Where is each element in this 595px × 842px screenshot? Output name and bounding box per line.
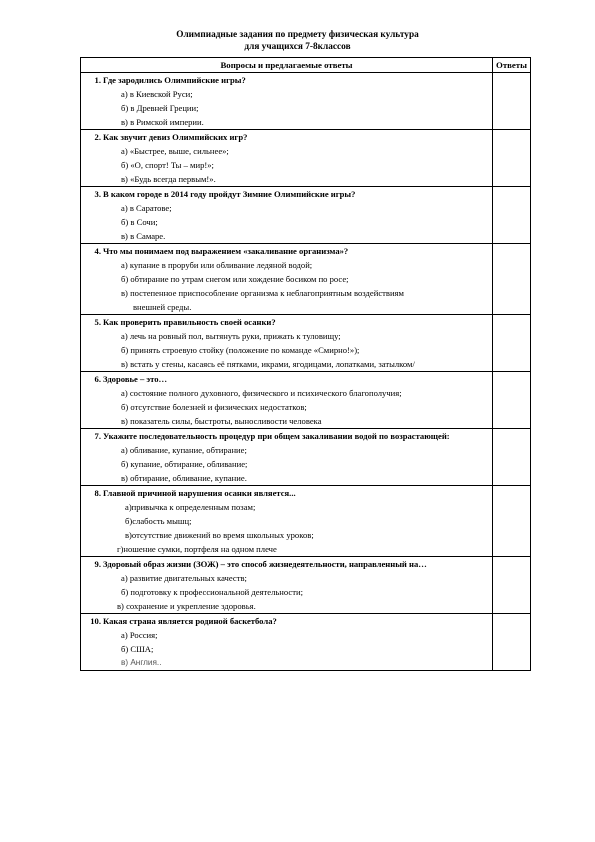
answer-cell-2[interactable] bbox=[493, 130, 531, 187]
option: в) показатель силы, быстроты, выносливости человека bbox=[121, 416, 322, 426]
question-text: 2. Как звучит девиз Олимпийских игр? bbox=[81, 130, 492, 144]
option: а)привычка к определенным позам; bbox=[125, 502, 256, 512]
answer-cell-1[interactable] bbox=[493, 73, 531, 130]
answer-cell-7[interactable] bbox=[493, 429, 531, 486]
option: а) в Киевской Руси; bbox=[121, 89, 193, 99]
header-answers: Ответы bbox=[493, 58, 531, 73]
document-subtitle: для учащихся 7-8классов bbox=[244, 42, 351, 52]
option: а) состояние полного духовного, физического и психического благополучия; bbox=[121, 388, 402, 398]
question-row-4 bbox=[81, 244, 531, 315]
answer-cell-4[interactable] bbox=[493, 244, 531, 315]
question-number: 2. bbox=[94, 132, 101, 142]
option: в) сохранение и укрепление здоровья. bbox=[117, 601, 256, 611]
question-row-1 bbox=[81, 73, 531, 130]
question-cell bbox=[81, 130, 493, 187]
option: в) обтирание, обливание, купание. bbox=[121, 473, 247, 483]
question-cell bbox=[81, 429, 493, 486]
question-cell bbox=[81, 486, 493, 557]
option: б) подготовку к профессиональной деятельности; bbox=[121, 587, 303, 597]
question-text: 5. Как проверить правильность своей осанки? bbox=[81, 315, 492, 329]
question-row-8 bbox=[81, 486, 531, 557]
option: в) встать у стены, касаясь её пятками, икрами, ягодицами, лопатками, затылком/ bbox=[121, 359, 415, 369]
option: в) в Самаре. bbox=[121, 231, 166, 241]
option: б) «О, спорт! Ты – мир!»; bbox=[121, 160, 214, 170]
table-header-row bbox=[81, 58, 531, 73]
question-row-3 bbox=[81, 187, 531, 244]
question-number: 3. bbox=[94, 189, 101, 199]
option: а) Россия; bbox=[121, 630, 158, 640]
question-cell bbox=[81, 315, 493, 372]
option: а) развитие двигательных качеств; bbox=[121, 573, 247, 583]
question-text: 8. Главной причиной нарушения осанки является... bbox=[81, 486, 492, 500]
question-number: 9. bbox=[94, 559, 101, 569]
question-number: 8. bbox=[94, 488, 101, 498]
question-cell bbox=[81, 187, 493, 244]
option: б) в Сочи; bbox=[121, 217, 158, 227]
option: б) купание, обтирание, обливание; bbox=[121, 459, 248, 469]
answer-cell-10[interactable] bbox=[493, 614, 531, 671]
question-text: 4. Что мы понимаем под выражением «закаливание организма»? bbox=[81, 244, 492, 258]
option: б) отсутствие болезней и физических недостатков; bbox=[121, 402, 307, 412]
option: а) лечь на ровный пол, вытянуть руки, прижать к туловищу; bbox=[121, 331, 341, 341]
option: б) обтирание по утрам снегом или хождение босиком по росе; bbox=[121, 274, 349, 284]
question-row-6 bbox=[81, 372, 531, 429]
header-questions: Вопросы и предлагаемые ответы bbox=[81, 58, 493, 73]
question-number: 10. bbox=[90, 616, 101, 626]
option: б) принять строевую стойку (положение по команде «Смирно!»); bbox=[121, 345, 360, 355]
option: б) в Древней Греции; bbox=[121, 103, 199, 113]
answer-cell-9[interactable] bbox=[493, 557, 531, 614]
question-row-7 bbox=[81, 429, 531, 486]
question-number: 4. bbox=[94, 246, 101, 256]
question-number: 7. bbox=[94, 431, 101, 441]
question-number: 5. bbox=[94, 317, 101, 327]
quiz-table bbox=[80, 57, 531, 671]
question-number: 1. bbox=[94, 75, 101, 85]
option: а) купание в проруби или обливание ледяной водой; bbox=[121, 260, 313, 270]
option: в) в Римской империи. bbox=[121, 117, 204, 127]
option: в)отсутствие движений во время школьных уроков; bbox=[125, 530, 314, 540]
option: в) постепенное приспособление организма к неблагоприятным воздействиям bbox=[121, 288, 404, 298]
option: б)слабость мышц; bbox=[125, 516, 192, 526]
option-continuation: внешней среды. bbox=[133, 302, 192, 312]
option: в) Англия.. bbox=[121, 658, 162, 667]
question-text: 9. Здоровый образ жизни (ЗОЖ) – это способ жизнедеятельности, направленный на… bbox=[81, 557, 492, 571]
question-cell bbox=[81, 614, 493, 671]
question-row-10 bbox=[81, 614, 531, 671]
option: в) «Будь всегда первым!». bbox=[121, 174, 216, 184]
option: а) в Саратове; bbox=[121, 203, 172, 213]
answer-cell-3[interactable] bbox=[493, 187, 531, 244]
question-text: 6. Здоровье – это… bbox=[81, 372, 492, 386]
option: а) «Быстрее, выше, сильнее»; bbox=[121, 146, 229, 156]
question-text: 10. Какая страна является родиной баскетбола? bbox=[81, 614, 492, 628]
question-cell bbox=[81, 372, 493, 429]
question-number: 6. bbox=[94, 374, 101, 384]
question-row-9 bbox=[81, 557, 531, 614]
question-row-2 bbox=[81, 130, 531, 187]
question-text: 1. Где зародились Олимпийские игры? bbox=[81, 73, 492, 87]
question-row-5 bbox=[81, 315, 531, 372]
option: а) обливание, купание, обтирание; bbox=[121, 445, 247, 455]
answer-cell-6[interactable] bbox=[493, 372, 531, 429]
document-title: Олимпиадные задания по предмету физическая культура bbox=[176, 30, 419, 40]
question-cell bbox=[81, 73, 493, 130]
question-cell bbox=[81, 244, 493, 315]
question-text: 3. В каком городе в 2014 году пройдут Зимние Олимпийские игры? bbox=[81, 187, 492, 201]
answer-cell-8[interactable] bbox=[493, 486, 531, 557]
answer-cell-5[interactable] bbox=[493, 315, 531, 372]
option: г)ношение сумки, портфеля на одном плече bbox=[117, 544, 277, 554]
option: б) США; bbox=[121, 644, 154, 654]
question-text: 7. Укажите последовательность процедур при общем закаливании водой по возрастающей: bbox=[81, 429, 492, 443]
question-cell bbox=[81, 557, 493, 614]
